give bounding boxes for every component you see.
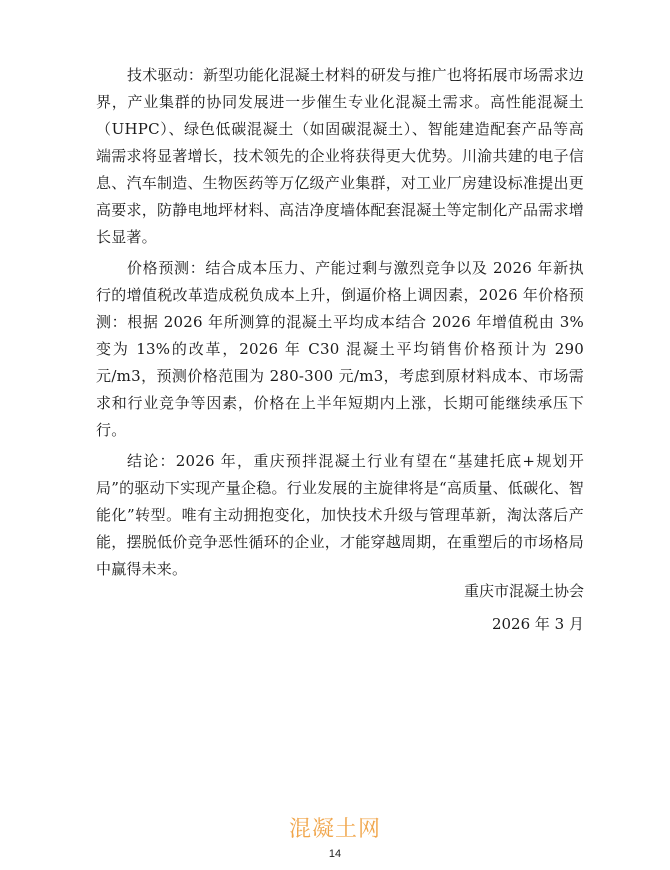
signature-block bbox=[464, 575, 584, 641]
paragraph-price-forecast: 价格预测：结合成本压力、产能过剩与激烈竞争以及 2026 年新执行的增值税改革造成税负成本上升，倒逼价格上调因素，2026 年价格预测：根据 2026 年所测算的混凝土平均成本结合 2026 年增值税由 3%变为 13%的改革，2026 年 C30 混凝土平均销售价格预计为 290 元/m3，预测价格范围为 280-300 元/m3，考虑到原材料成本、市场需求和行业竞争等因素，价格在上半年短期内上涨，长期可能继续承压下行。 bbox=[96, 259, 584, 439]
paragraph-conclusion: 结论：2026 年，重庆预拌混凝土行业有望在“基建托底+规划开局”的驱动下实现产量企稳。行业发展的主旋律将是“高质量、低碳化、智能化”转型。唯有主动拥抱变化，加快技术升级与管理革新，淘汰落后产能，摆脱低价竞争恶性循环的企业，才能穿越周期，在重塑后的市场格局中赢得未来。 bbox=[96, 452, 584, 578]
page-number: 14 bbox=[328, 848, 342, 860]
signature-organization: 重庆市混凝土协会 bbox=[463, 582, 584, 600]
signature-date: 2026 年 3 月 bbox=[491, 615, 584, 633]
paragraph-technology-drive: 技术驱动：新型功能化混凝土材料的研发与推广也将拓展市场需求边界，产业集群的协同发展进一步催生专业化混凝土需求。高性能混凝土（UHPC）、绿色低碳混凝土（如固碳混凝土）、智能建造配套产品等高端需求将显著增长，技术领先的企业将获得更大优势。川渝共建的电子信息、汽车制造、生物医药等万亿级产业集群，对工业厂房建设标准提出更高要求，防静电地坪材料、高洁净度墙体配套混凝土等定制化产品需求增长显著。 bbox=[96, 66, 584, 246]
body-text bbox=[96, 62, 584, 587]
site-watermark-logo: 混凝土网 bbox=[288, 817, 381, 842]
